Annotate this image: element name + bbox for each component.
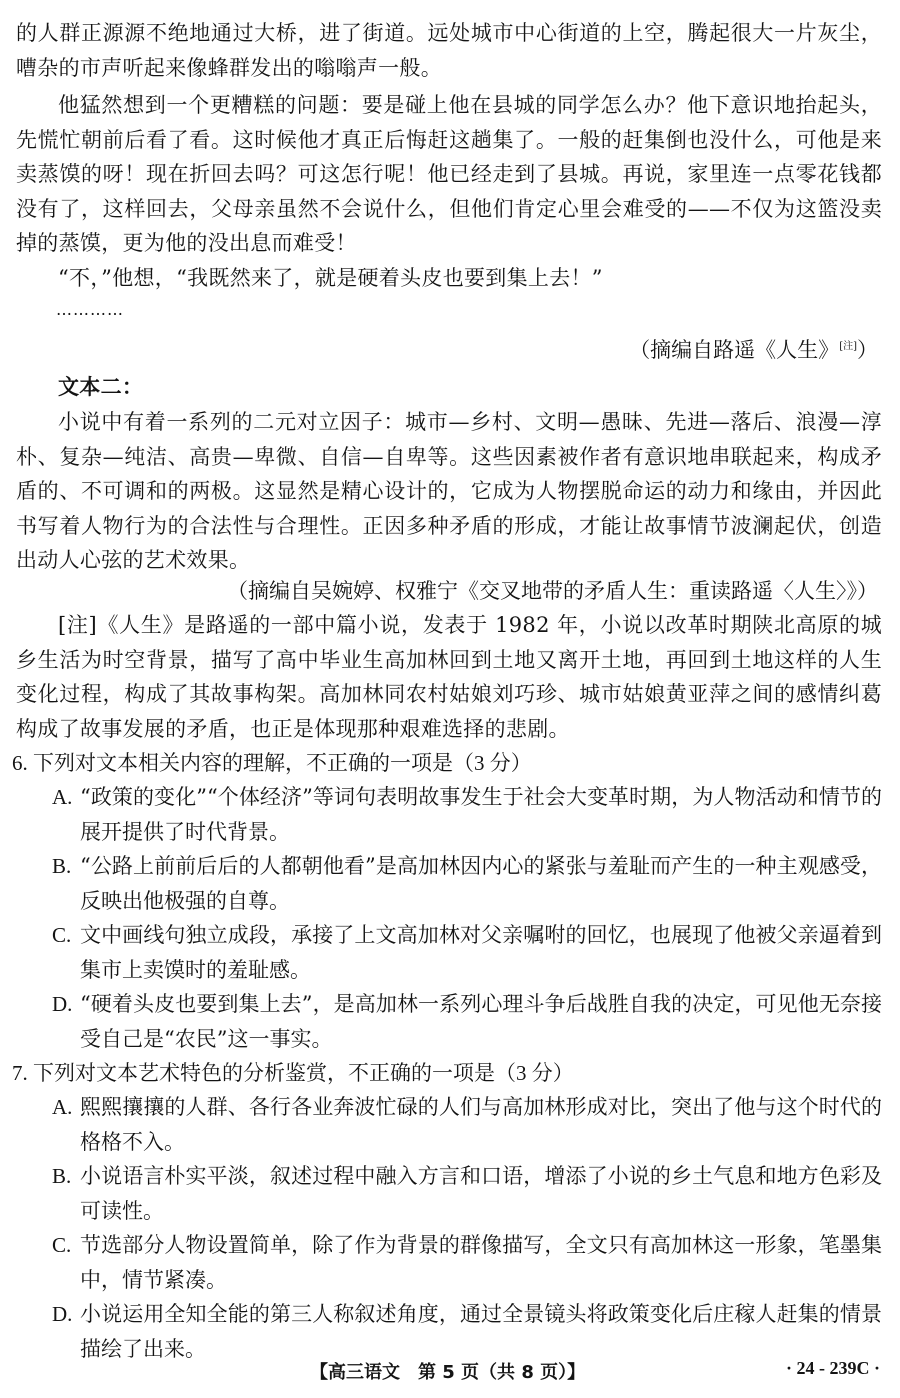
option-text: 文中画线句独立成段，承接了上文高加林对父亲嘱咐的回忆，也展现了他被父亲逼着到集市上卖馍时的羞耻感。 bbox=[80, 923, 882, 982]
option-letter: B. bbox=[52, 1164, 72, 1188]
option-text: “公路上前前后后的人都朝他看”是高加林因内心的紧张与羞耻而产生的一种主观感受，反映出他极强的自尊。 bbox=[80, 854, 882, 913]
passage-paragraph-1: 的人群正源源不绝地通过大桥，进了街道。远处城市中心街道的上空，腾起很大一片灰尘，嘈杂的市声听起来像蜂群发出的嗡嗡声一般。 bbox=[16, 21, 882, 80]
option-text: 节选部分人物设置简单，除了作为背景的群像描写，全文只有高加林这一形象，笔墨集中，情节紧凑。 bbox=[80, 1233, 882, 1292]
option-text: 小说运用全知全能的第三人称叙述角度，通过全景镜头将政策变化后庄稼人赶集的情景描绘了出来。 bbox=[80, 1302, 882, 1361]
option-letter: D. bbox=[52, 1302, 73, 1326]
question-6-option-c bbox=[52, 918, 882, 987]
option-letter: A. bbox=[52, 785, 73, 809]
passage-paragraph-3: “不，”他想，“我既然来了，就是硬着头皮也要到集上去！” bbox=[58, 266, 603, 290]
option-text: 熙熙攘攘的人群、各行各业奔波忙碌的人们与高加林形成对比，突出了他与这个时代的格格不入。 bbox=[80, 1095, 882, 1154]
option-letter: B. bbox=[52, 854, 72, 878]
passage-paragraph-2: 他猛然想到一个更糟糕的问题：要是碰上他在县城的同学怎么办？他下意识地抬起头，先慌忙朝前后看了看。这时候他才真正后悔赶这趟集了。一般的赶集倒也没什么，可他是来卖蒸馍的呀！现在折回去吗？可这怎行呢！他已经走到了县城。再说，家里连一点零花钱都没有了，这样回去，父母亲虽然不会说什么，但他们肯定心里会难受的——不仅为这篮没卖掉的蒸馍，更为他的没出息而难受！ bbox=[16, 93, 882, 255]
text2-body: 小说中有着一系列的二元对立因子：城市—乡村、文明—愚昧、先进—落后、浪漫—淳朴、复杂—纯洁、高贵—卑微、自信—自卑等。这些因素被作者有意识地串联起来，构成矛盾的、不可调和的两极。这显然是精心设计的，它成为人物摆脱命运的动力和缘由，并因此书写着人物行为的合法性与合理性。正因多种矛盾的形成，才能让故事情节波澜起伏，创造出动人心弦的艺术效果。 bbox=[16, 410, 882, 572]
ellipsis-marker: ………… bbox=[56, 300, 124, 319]
question-6-option-a bbox=[52, 780, 882, 849]
question-6-option-d bbox=[52, 987, 882, 1056]
question-7-option-c bbox=[52, 1228, 882, 1297]
question-7-option-d bbox=[52, 1297, 882, 1366]
footer-page-info: 【高三语文 第 5 页（共 8 页）】 bbox=[310, 1362, 586, 1383]
source-citation-1-text: （摘编自路遥《人生》 bbox=[629, 338, 840, 362]
option-letter: A. bbox=[52, 1095, 73, 1119]
footnote: [注]《人生》是路遥的一部中篇小说，发表于 1982 年，小说以改革时期陕北高原的城乡生活为时空背景，描写了高中毕业生高加林回到土地又离开土地，再回到土地这样的人生变化过程，构成了其故事构架。高加林同农村姑娘刘巧珍、城市姑娘黄亚萍之间的感情纠葛构成了故事发展的矛盾，也正是体现那种艰难选择的悲剧。 bbox=[16, 613, 882, 741]
text2-heading: 文本二： bbox=[58, 374, 144, 399]
option-text: “政策的变化”“个体经济”等词句表明故事发生于社会大变革时期，为人物活动和情节的展开提供了时代背景。 bbox=[80, 785, 882, 844]
option-letter: C. bbox=[52, 923, 72, 947]
source-citation-1 bbox=[629, 330, 878, 367]
option-text: 小说语言朴实平淡，叙述过程中融入方言和口语，增添了小说的乡土气息和地方色彩及可读性。 bbox=[80, 1164, 882, 1223]
source-citation-1-close: ） bbox=[857, 338, 878, 362]
question-6-stem: 6. 下列对文本相关内容的理解，不正确的一项是（3 分） bbox=[12, 751, 532, 775]
question-7-option-a bbox=[52, 1090, 882, 1159]
option-text: “硬着头皮也要到集上去”，是高加林一系列心理斗争后战胜自我的决定，可见他无奈接受自己是“农民”这一事实。 bbox=[80, 992, 882, 1051]
source-citation-1-note: [注] bbox=[839, 341, 857, 352]
question-6-option-b bbox=[52, 849, 882, 918]
source-citation-2: （摘编自吴婉婷、权雅宁《交叉地带的矛盾人生：重读路遥〈人生〉》） bbox=[227, 579, 878, 603]
question-7-stem: 7. 下列对文本艺术特色的分析鉴赏，不正确的一项是（3 分） bbox=[12, 1061, 574, 1085]
question-7-option-b bbox=[52, 1159, 882, 1228]
option-letter: C. bbox=[52, 1233, 72, 1257]
option-letter: D. bbox=[52, 992, 73, 1016]
footer-exam-code: · 24 - 239C · bbox=[786, 1358, 880, 1378]
